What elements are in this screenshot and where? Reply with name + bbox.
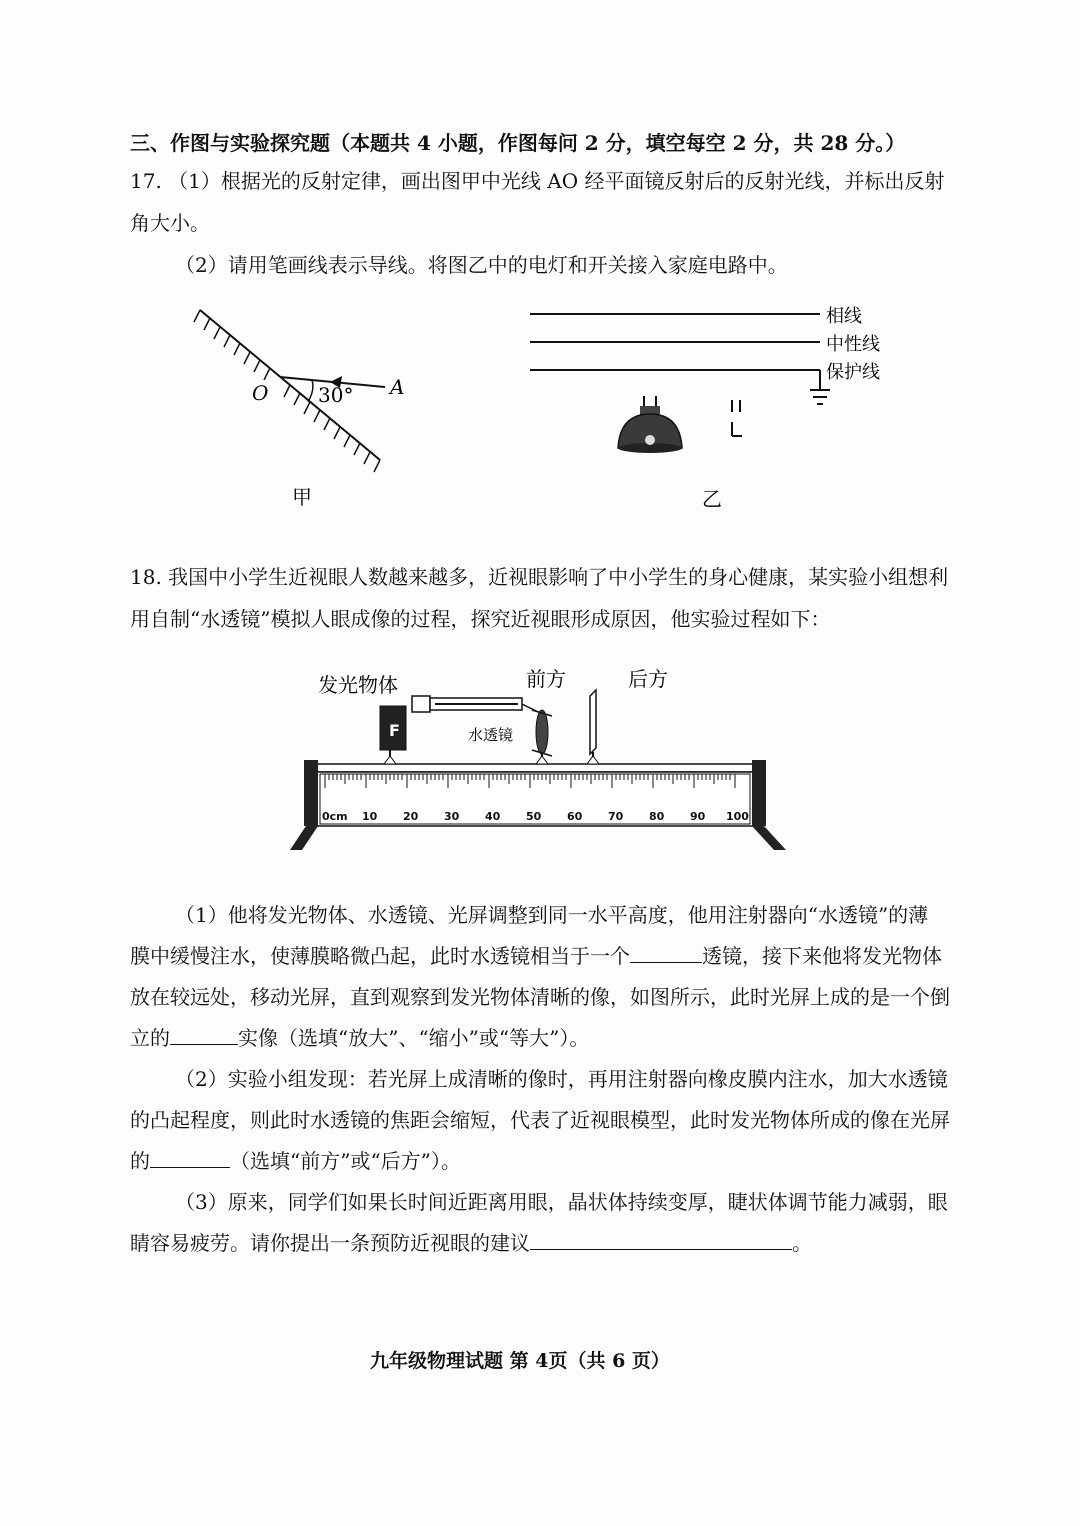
figure-jia xyxy=(180,290,420,510)
water-lens xyxy=(532,710,552,764)
q18-p3-line1: （3）原来，同学们如果长时间近距离用眼，晶状体持续变厚，睫状体调节能力减弱，眼 xyxy=(175,1190,948,1214)
point-o: O xyxy=(252,381,269,405)
scale-label-50: 50 xyxy=(526,810,542,823)
angle-label: 30° xyxy=(318,383,354,407)
lens-label: 水透镜 xyxy=(468,726,514,744)
q18-p2-line3a: 的 xyxy=(130,1149,150,1173)
q18-p2-line1: （2）实验小组发现：若光屏上成清晰的像时，再用注射器向橡皮膜内注水，加大水透镜 xyxy=(175,1067,948,1091)
q18-intro2: 用自制“水透镜”模拟人眼成像的过程，探究近视眼形成原因，他实验过程如下： xyxy=(130,607,831,631)
scale-label-80: 80 xyxy=(649,810,665,823)
q17-part2: （2）请用笔画线表示导线。将图乙中的电灯和开关接入家庭电路中。 xyxy=(175,253,788,277)
section-heading: 三、作图与实验探究题（本题共 4 小题，作图每问 2 分，填空每空 2 分，共 28 分。） xyxy=(130,131,906,155)
q18-p1-line3: 放在较远处，移动光屏，直到观察到发光物体清晰的像，如图所示，此时光屏上成的是一个倒 xyxy=(130,985,950,1009)
point-a: A xyxy=(390,375,405,399)
lamp-icon xyxy=(618,396,682,453)
ground-wire-label: 保护线 xyxy=(826,362,880,383)
live-wire-label: 相线 xyxy=(826,306,862,327)
q18-p2-line3b: （选填“前方”或“后方”）。 xyxy=(230,1149,461,1173)
q18-p3-line2 xyxy=(130,1228,812,1258)
q18-p1-line4 xyxy=(130,1023,589,1053)
figure-yi xyxy=(520,300,900,515)
front-label: 前方 xyxy=(526,667,566,691)
angle-arc xyxy=(308,380,313,402)
q18-intro1: 18. 我国中小学生近视眼人数越来越多，近视眼影响了中小学生的身心健康，某实验小组想利 xyxy=(130,565,949,589)
scale-label-40: 40 xyxy=(485,810,501,823)
scale-label-10: 10 xyxy=(362,810,378,823)
q18-p2-line3 xyxy=(130,1146,461,1176)
caption-yi: 乙 xyxy=(702,487,722,511)
q18-p1-line2 xyxy=(130,941,942,971)
object-label: 发光物体 xyxy=(318,673,398,697)
q18-p3-line2b: 。 xyxy=(792,1231,812,1255)
optical-bench-figure xyxy=(280,660,800,860)
light-screen xyxy=(587,690,599,764)
switch-icon xyxy=(732,400,742,436)
back-label: 后方 xyxy=(628,667,668,691)
q17-line2: 角大小。 xyxy=(130,211,210,235)
q17-line1: 17. （1）根据光的反射定律，画出图甲中光线 AO 经平面镜反射后的反射光线，并标出反射 xyxy=(130,169,945,193)
scale-label-60: 60 xyxy=(567,810,583,823)
object-letter: F xyxy=(389,721,400,740)
answer-blank-image-position[interactable] xyxy=(150,1147,230,1168)
neutral-wire-label: 中性线 xyxy=(826,334,880,355)
bench xyxy=(290,760,786,850)
scale-label-30: 30 xyxy=(444,810,460,823)
scale-label-20: 20 xyxy=(403,810,419,823)
scale-label-90: 90 xyxy=(690,810,706,823)
q18-p1-line4b: 实像（选填“放大”、“缩小”或“等大”）。 xyxy=(238,1026,590,1050)
q18-p1-line2b: 透镜，接下来他将发光物体 xyxy=(702,944,942,968)
page-footer: 九年级物理试题 第 4页（共 6 页） xyxy=(370,1350,670,1372)
syringe-icon xyxy=(412,696,538,712)
scale-label-100: 100 xyxy=(726,810,749,823)
light-object xyxy=(380,706,406,764)
q18-p3-line2a: 睛容易疲劳。请你提出一条预防近视眼的建议 xyxy=(130,1231,530,1255)
q18-p1-line1: （1）他将发光物体、水透镜、光屏调整到同一水平高度，他用注射器向“水透镜”的薄 xyxy=(175,903,929,927)
caption-jia: 甲 xyxy=(292,485,312,509)
q18-p2-line2: 的凸起程度，则此时水透镜的焦距会缩短，代表了近视眼模型，此时发光物体所成的像在光屏 xyxy=(130,1108,950,1132)
q18-p1-line2a: 膜中缓慢注水，使薄膜略微凸起，此时水透镜相当于一个 xyxy=(130,944,630,968)
scale-label-0: 0cm xyxy=(322,810,348,823)
answer-blank-image-size[interactable] xyxy=(170,1024,238,1045)
answer-blank-suggestion[interactable] xyxy=(530,1229,792,1250)
scale-label-70: 70 xyxy=(608,810,624,823)
q18-p1-line4a: 立的 xyxy=(130,1026,170,1050)
answer-blank-lens-type[interactable] xyxy=(630,942,702,963)
